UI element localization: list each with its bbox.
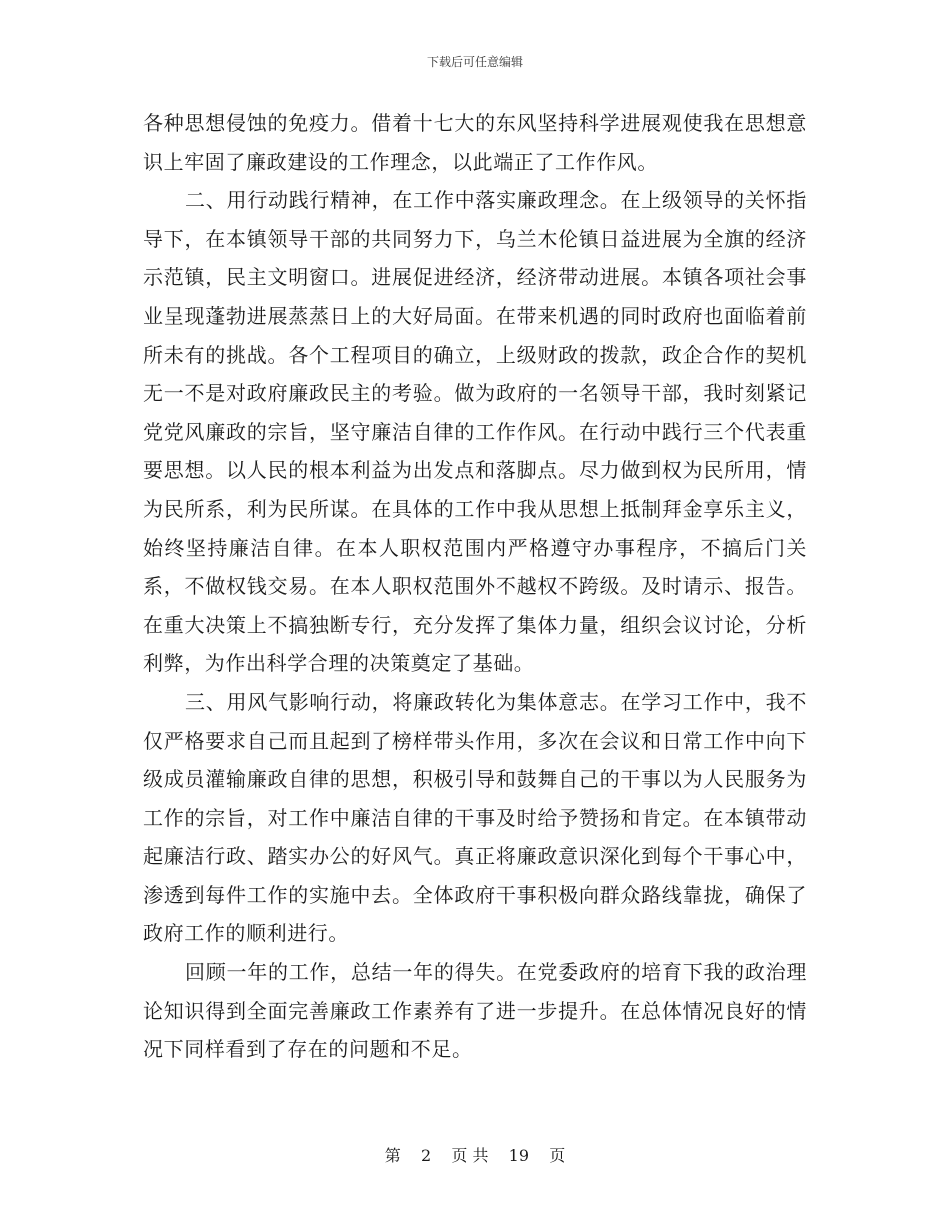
page-footer (0, 1145, 950, 1167)
document-body (143, 104, 807, 1069)
paragraph-3: 三、用风气影响行动，将廉政转化为集体意志。在学习工作中，我不仅严格要求自己而且起到了榜样带头作用，多次在会议和日常工作中向下级成员灌输廉政自律的思想，积极引导和鼓舞自己的干事以为人民服务为工作的宗旨，对工作中廉洁自律的干事及时给予赞扬和肯定。在本镇带动起廉洁行政、踏实办公的好风气。真正将廉政意识深化到每个干事心中，渗透到每件工作的实施中去。全体政府干事积极向群众路线靠拢，确保了政府工作的顺利进行。 (143, 689, 807, 946)
paragraph-4: 回顾一年的工作，总结一年的得失。在党委政府的培育下我的政治理论知识得到全面完善廉政工作素养有了进一步提升。在总体情况良好的情况下同样看到了存在的问题和不足。 (143, 960, 807, 1062)
footer-prefix: 第 (384, 1146, 401, 1165)
paragraph-1: 各种思想侵蚀的免疫力。借着十七大的东风坚持科学进展观使我在思想意识上牢固了廉政建设的工作理念，以此端正了工作作风。 (143, 111, 807, 174)
footer-suffix: 页 (549, 1146, 566, 1165)
page-header: 下载后可任意编辑 (426, 55, 523, 69)
footer-page-number: 2 (420, 1146, 432, 1165)
paragraph-2: 二、用行动践行精神，在工作中落实廉政理念。在上级领导的关怀指导下，在本镇领导干部的共同努力下，乌兰木伦镇日益进展为全旗的经济示范镇，民主文明窗口。进展促进经济，经济带动进展。本镇各项社会事业呈现蓬勃进展蒸蒸日上的大好局面。在带来机遇的同时政府也面临着前所未有的挑战。各个工程项目的确立，上级财政的拨款，政企合作的契机无一不是对政府廉政民主的考验。做为政府的一名领导干部，我时刻紧记党党风廉政的宗旨，坚守廉洁自律的工作作风。在行动中践行三个代表重要思想。以人民的根本利益为出发点和落脚点。尽力做到权为民所用，情为民所系，利为民所谋。在具体的工作中我从思想上抵制拜金享乐主义，始终坚持廉洁自律。在本人职权范围内严格遵守办事程序，不搞后门关系，不做权钱交易。在本人职权范围外不越权不跨级。及时请示、报告。在重大决策上不搞独断专行，充分发挥了集体力量，组织会议讨论，分析利弊，为作出科学合理的决策奠定了基础。 (143, 188, 807, 676)
footer-middle: 页 共 (451, 1146, 489, 1165)
footer-total-pages: 19 (508, 1146, 529, 1165)
